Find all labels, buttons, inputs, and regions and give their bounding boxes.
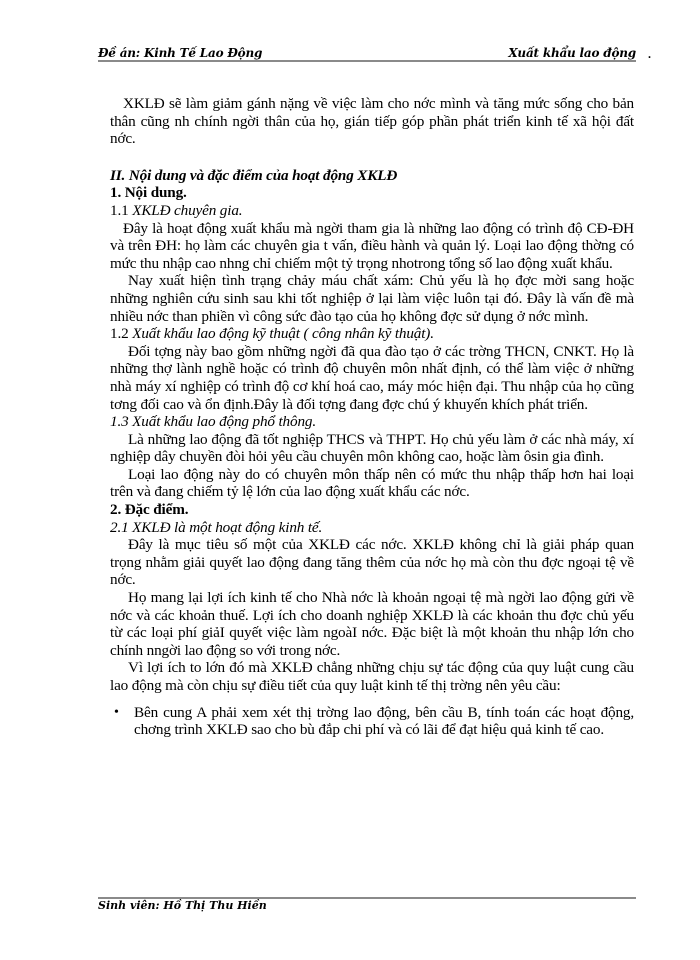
header-trailing-mark: . [648, 47, 651, 61]
subsection-2-1-title: 2.1 XKLĐ là một hoạt động kinh tế. [110, 518, 323, 536]
list-item-text: Bên cung A phải xem xét thị trờng lao động, bên cầu B, tính toán các hoạt động, chơng trình XKLĐ sao cho bù đắp chi phí và có lãi để đạt hiệu quả kinh tế cao. [134, 703, 634, 739]
paragraph-2-1-a: Đây là mục tiêu số một của XKLĐ các nớc. XKLĐ không chỉ là giải pháp quan trọng nhằm giải quyết lao động đang tăng thêm của nớc họ mà còn thu đợc ngoại tệ về nớc. [110, 536, 634, 589]
paragraph-1-1-b: Nay xuất hiện tình trạng chảy máu chất xám: Chủ yếu là họ đợc mời sang hoặc những nghiên cứu sinh sau khi tốt nghiệp ở lại làm việc luôn tại đó. Đây là vấn đề mà nhiều nớc than phiền vì công sức đào tạo của họ không đợc sử dụng ở nớc mình. [110, 272, 634, 325]
page-footer-author: Sinh viên: Hồ Thị Thu Hiền [98, 899, 267, 912]
document-body [110, 95, 634, 739]
subsection-1-title: 1. Nội dung. [110, 184, 187, 202]
section-title: II. Nội dung và đặc điểm của hoạt động XKLĐ [110, 166, 398, 184]
paragraph-1-3-b: Loại lao động này do có chuyên môn thấp nên có mức thu nhập thấp hơn hai loại trên và đang chiếm tỷ lệ lớn của lao động xuất khẩu các nớc. [110, 465, 634, 501]
subsection-1-2-number: 1.2 [110, 325, 133, 343]
header-topic: Xuất khẩu lao động [508, 46, 636, 60]
subsection-1-2-title: Xuất khẩu lao động kỹ thuật ( công nhân kỹ thuật). [132, 325, 434, 343]
bullet-icon: • [114, 704, 119, 720]
paragraph-2-1-c: Vì lợi ích to lớn đó mà XKLĐ chẳng những chịu sự tác động của quy luật cung cầu lao động mà còn chịu sự điều tiết của quy luật kinh tế thị trờng nên yêu cầu: [110, 659, 634, 694]
paragraph-1-1-a: Đây là hoạt động xuất khẩu mà ngời tham gia là những lao động có trình độ CĐ-ĐH và trên ĐH: họ làm các chuyên gia t vấn, điều hành và quản lý. Loại lao động thờng có mức thu nhập cao nhng chỉ chiếm một tỷ trọng nhotrong tổng số lao động xuất khẩu. [110, 219, 634, 272]
subsection-1-1-heading [110, 202, 634, 220]
list-item [114, 703, 634, 739]
subsection-1-1-number: 1.1 [110, 201, 133, 219]
intro-paragraph: XKLĐ sẽ làm giảm gánh nặng về việc làm cho nớc mình và tăng mức sống cho bản thân cũng nh chính ngời thân của họ, gián tiếp góp phần phát triển kinh tế xã hội đất nớc. [110, 95, 634, 148]
subsection-2-title: 2. Đặc điểm. [110, 501, 189, 519]
requirements-list [110, 704, 634, 739]
subsection-1-1-title: XKLĐ chuyên gia. [132, 201, 243, 219]
paragraph-1-3-a: Là những lao động đã tốt nghiệp THCS và THPT. Họ chủ yếu làm ở các nhà máy, xí nghiệp dây chuyền đòi hỏi yêu cầu chuyên môn không cao, hoặc làm ôsin gia đình. [110, 430, 634, 466]
page-header [98, 44, 636, 62]
paragraph-2-1-b: Họ mang lại lợi ích kinh tế cho Nhà nớc là khoản ngoại tệ mà ngời lao động gửi về nớc và các khoản thuế. Lợi ích cho doanh nghiệp XKLĐ là các khoản thu đợc chủ yếu từ các loại phí giảI quyết việc làm ngoàI nớc. Đặc biệt là một khoản thu nhập lớn cho chính nngời lao động so với trong nớc. [110, 589, 634, 659]
subsection-1-2-heading [110, 325, 634, 343]
subsection-1-3-title: 1.3 Xuất khẩu lao động phổ thông. [110, 413, 316, 431]
header-project-title: Đề án: Kinh Tế Lao Động [98, 46, 263, 60]
paragraph-1-2: Đối tợng này bao gồm những ngời đã qua đào tạo ở các trờng THCN, CNKT. Họ là những thợ lành nghề hoặc có trình độ chuyên môn nhất định, có thể làm việc ở những nhà máy xí nghiệp có trình độ cơ khí hoá cao, máy móc hiện đại. Thu nhập của họ cũng tơng đối cao và ổn định.Đây là đối tợng đang đợc chú ý khuyến khích phát triển. [110, 342, 634, 413]
